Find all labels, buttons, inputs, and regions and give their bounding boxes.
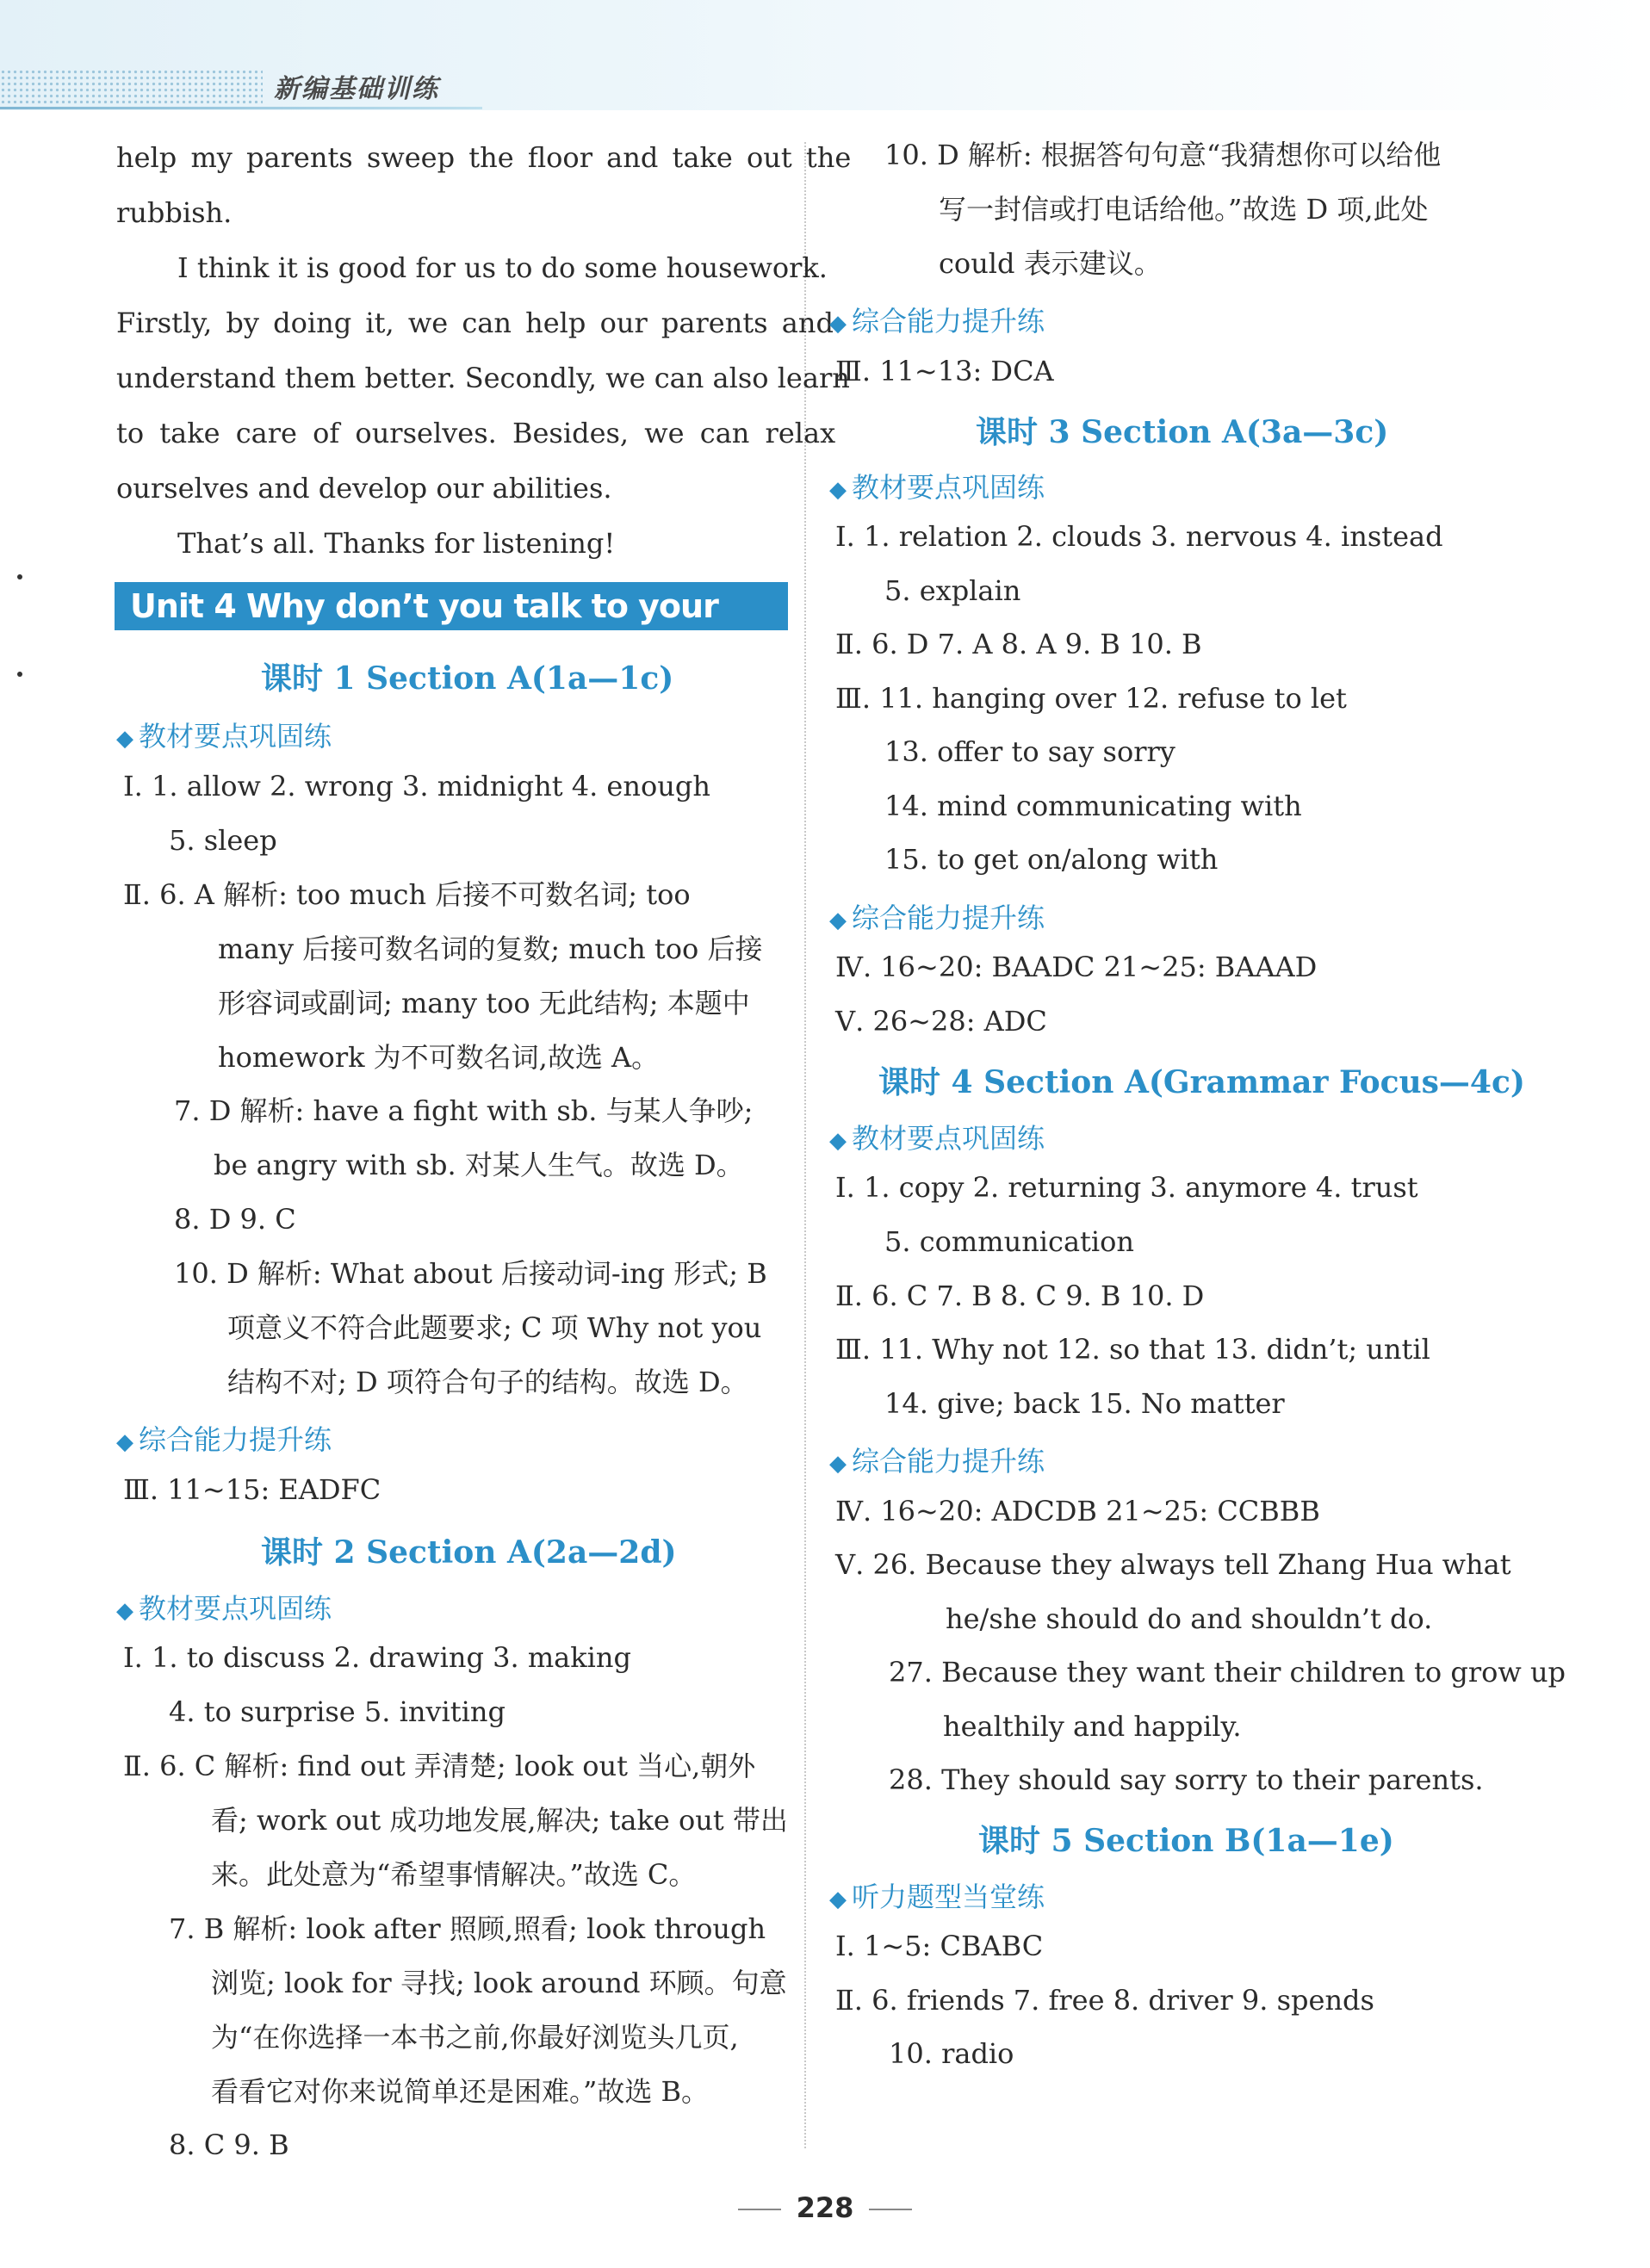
unit-title-banner: Unit 4 Why don’t you talk to your parents?	[115, 582, 788, 630]
subsection-label: 综合能力提升练	[852, 902, 1045, 934]
lesson-title: 课时 1 Section A(1a—1c)	[261, 660, 674, 697]
answer-line: Ⅱ. 6. friends 7. free 8. driver 9. spends	[835, 1984, 1374, 2017]
page-number-dash	[738, 2209, 781, 2210]
answer-line: 13. offer to say sorry	[884, 735, 1175, 768]
header-rule	[0, 107, 482, 109]
answer-line: 10. D 解析: 根据答句句意“我猜想你可以给他	[884, 139, 1442, 171]
answer-line: Ⅳ. 16~20: BAADC 21~25: BAAAD	[835, 951, 1318, 983]
subsection-heading	[116, 715, 332, 754]
subsection-heading	[116, 1418, 332, 1458]
answer-line: 4. to surprise 5. inviting	[169, 1695, 506, 1728]
answer-line: many 后接可数名词的复数; much too 后接	[218, 933, 763, 965]
diamond-icon: ◆	[829, 1451, 847, 1477]
subsection-heading	[829, 1875, 1045, 1915]
answer-line: 27. Because they want their children to grow up	[889, 1656, 1566, 1689]
answer-line: Ⅲ. 11. Why not 12. so that 13. didn’t; until	[835, 1333, 1430, 1366]
subsection-label: 听力题型当堂练	[852, 1881, 1045, 1913]
diamond-icon: ◆	[829, 908, 847, 933]
answer-line: Ⅰ. 1~5: CBABC	[835, 1930, 1044, 1962]
answer-line: 结构不对; D 项符合句子的结构。故选 D。	[227, 1366, 748, 1398]
diamond-icon: ◆	[829, 1128, 847, 1154]
subsection-label: 教材要点巩固练	[139, 720, 332, 753]
lesson-title: 课时 5 Section B(1a—1e)	[978, 1823, 1394, 1859]
margin-dot	[17, 672, 22, 677]
subsection-heading	[829, 1440, 1045, 1479]
lesson-title: 课时 2 Section A(2a—2d)	[261, 1534, 677, 1571]
answer-line: 看看它对你来说简单还是困难。”故选 B。	[211, 2075, 710, 2108]
answer-line: 5. sleep	[169, 824, 277, 857]
diamond-icon: ◆	[829, 1887, 847, 1912]
diamond-icon: ◆	[116, 1598, 133, 1624]
subsection-heading	[829, 1117, 1045, 1156]
answer-line: Ⅲ. 11~15: EADFC	[123, 1473, 381, 1506]
diamond-icon: ◆	[829, 477, 847, 503]
answer-line: Ⅲ. 11~13: DCA	[835, 355, 1054, 387]
answer-line: 为“在你选择一本书之前,你最好浏览头几页,	[211, 2021, 739, 2054]
answer-line: 28. They should say sorry to their parents.	[889, 1763, 1484, 1796]
answer-line: could 表示建议。	[939, 247, 1162, 280]
paragraph-line: ourselves and develop our abilities.	[116, 472, 612, 505]
answer-line: healthily and happily.	[943, 1710, 1242, 1743]
answer-line: 浏览; look for 寻找; look around 环顾。句意	[211, 1967, 787, 1999]
subsection-label: 综合能力提升练	[139, 1423, 332, 1456]
subsection-heading	[829, 466, 1045, 505]
subsection-heading	[829, 896, 1045, 936]
lesson-title: 课时 4 Section A(Grammar Focus—4c)	[878, 1064, 1525, 1100]
answer-line: 写一封信或打电话给他。”故选 D 项,此处	[939, 193, 1429, 226]
answer-line: 7. B 解析: look after 照顾,照看; look through	[169, 1912, 766, 1945]
page-header	[0, 0, 1650, 110]
answer-line: 14. give; back 15. No matter	[884, 1387, 1285, 1420]
answer-line: Ⅰ. 1. relation 2. clouds 3. nervous 4. instead	[835, 520, 1443, 553]
answer-line: 形容词或副词; many too 无此结构; 本题中	[218, 987, 750, 1019]
answer-line: 14. mind communicating with	[884, 790, 1302, 822]
answer-line: Ⅱ. 6. A 解析: too much 后接不可数名词; too	[123, 878, 691, 911]
diamond-icon: ◆	[829, 311, 847, 337]
answer-line: 项意义不符合此题要求; C 项 Why not you	[227, 1311, 762, 1344]
answer-line: 来。此处意为“希望事情解决。”故选 C。	[211, 1858, 697, 1891]
paragraph-line: Firstly, by doing it, we can help our parents and	[116, 307, 834, 339]
answer-line: 10. radio	[889, 2037, 1014, 2070]
page-number-value: 228	[796, 2191, 854, 2224]
subsection-label: 教材要点巩固练	[852, 1122, 1045, 1155]
answer-line: 看; work out 成功地发展,解决; take out 带出	[211, 1804, 788, 1837]
paragraph-line: I think it is good for us to do some housework.	[177, 251, 828, 284]
subsection-label: 综合能力提升练	[852, 305, 1045, 338]
subsection-heading	[829, 300, 1045, 339]
answer-line: Ⅰ. 1. copy 2. returning 3. anymore 4. trust	[835, 1171, 1418, 1204]
answer-line: be angry with sb. 对某人生气。故选 D。	[214, 1149, 744, 1181]
book-title: 新编基础训练	[274, 74, 439, 104]
answer-line: Ⅰ. 1. to discuss 2. drawing 3. making	[123, 1641, 631, 1674]
paragraph-line: rubbish.	[116, 196, 233, 229]
paragraph-line: That’s all. Thanks for listening!	[177, 527, 616, 560]
subsection-label: 综合能力提升练	[852, 1445, 1045, 1478]
paragraph-line: to take care of ourselves. Besides, we can relax	[116, 417, 836, 449]
subsection-heading	[116, 1587, 332, 1627]
answer-line: he/she should do and shouldn’t do.	[946, 1602, 1433, 1635]
answer-line: Ⅱ. 6. C 解析: find out 弄清楚; look out 当心,朝外	[123, 1750, 756, 1782]
answer-line: Ⅳ. 16~20: ADCDB 21~25: CCBBB	[835, 1495, 1320, 1527]
answer-line: Ⅱ. 6. D 7. A 8. A 9. B 10. B	[835, 628, 1202, 660]
answer-line: Ⅱ. 6. C 7. B 8. C 9. B 10. D	[835, 1280, 1205, 1312]
answer-line: homework 为不可数名词,故选 A。	[218, 1041, 660, 1074]
header-dot-pattern	[0, 69, 263, 103]
answer-line: Ⅰ. 1. allow 2. wrong 3. midnight 4. enough	[123, 770, 710, 802]
lesson-title: 课时 3 Section A(3a—3c)	[976, 414, 1389, 450]
paragraph-line: understand them better. Secondly, we can also learn	[116, 362, 850, 394]
margin-dot	[17, 574, 22, 579]
answer-line: 8. C 9. B	[169, 2129, 289, 2161]
answer-line: 10. D 解析: What about 后接动词-ing 形式; B	[174, 1257, 767, 1290]
paragraph-line: help my parents sweep the floor and take out the	[116, 141, 852, 174]
diamond-icon: ◆	[116, 726, 133, 752]
subsection-label: 教材要点巩固练	[139, 1592, 332, 1625]
answer-line: 5. explain	[884, 574, 1021, 607]
answer-line: Ⅴ. 26. Because they always tell Zhang Hua what	[835, 1548, 1511, 1581]
subsection-label: 教材要点巩固练	[852, 471, 1045, 504]
answer-line: 8. D 9. C	[174, 1203, 296, 1236]
answer-line: 7. D 解析: have a fight with sb. 与某人争吵;	[174, 1094, 754, 1127]
page-number-dash	[869, 2209, 912, 2210]
answer-line: 5. communication	[884, 1225, 1134, 1258]
diamond-icon: ◆	[116, 1429, 133, 1455]
answer-line: 15. to get on/along with	[884, 843, 1219, 876]
page-number	[0, 2191, 1650, 2224]
answer-line: Ⅴ. 26~28: ADC	[835, 1005, 1047, 1038]
answer-line: Ⅲ. 11. hanging over 12. refuse to let	[835, 682, 1347, 715]
